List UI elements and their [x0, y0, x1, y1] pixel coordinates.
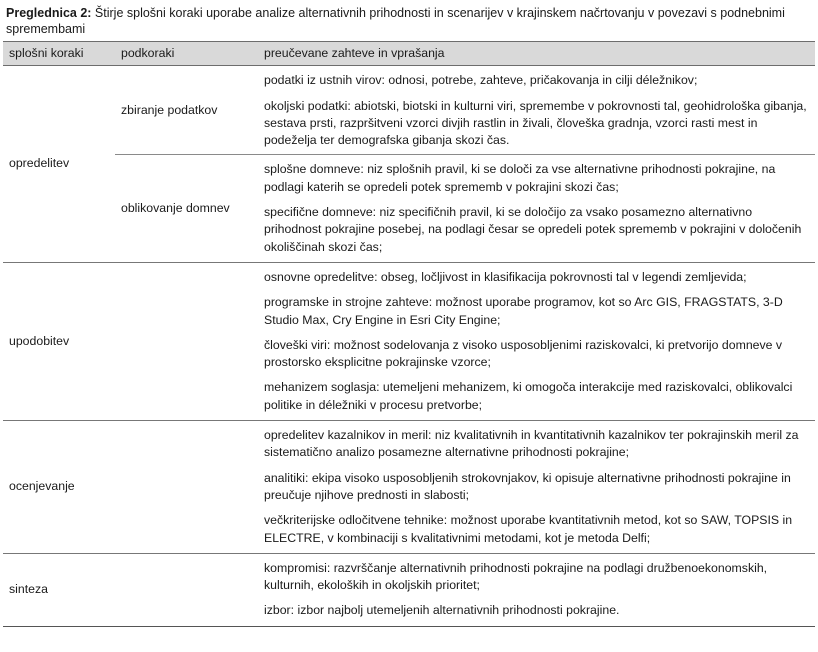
requirement-cell	[258, 262, 815, 290]
substep-cell	[115, 155, 258, 262]
header-requirements: preučevane zahteve in vprašanja	[258, 42, 815, 66]
requirement-cell	[258, 94, 815, 155]
requirement-text: programske in strojne zahteve: možnost uporabe programov, kot so Arc GIS, FRAGSTATS, 3-D Studio Max, Cry Engine in Esri City Engine;	[264, 295, 783, 327]
header-substeps: podkoraki	[115, 42, 258, 66]
table-caption	[6, 5, 814, 37]
header-row	[3, 42, 815, 66]
requirement-text: opredelitev kazalnikov in meril: niz kvalitativnih in kvantitativnih kazalnikov ter pokrajinskih meril za sistematično analizo posamezne alternativne prihodnosti pokrajine;	[264, 428, 799, 460]
requirement-cell	[258, 66, 815, 94]
caption-text: Štirje splošni koraki uporabe analize alternativnih prihodnosti in scenarijev v krajinskem načrtovanju v povezavi s podnebnimi spremembami	[6, 6, 785, 36]
step-cell	[3, 262, 258, 420]
requirement-text: kompromisi: razvrščanje alternativnih prihodnosti pokrajine na podlagi družbenoekonomskih, kulturnih, ekoloških in okoljskih prioritet;	[264, 560, 768, 593]
requirement-text: človeški viri: možnost sodelovanja z visoko usposobljenimi raziskovalci, ki pretvorijo domneve v prostorsko eksplicitne pokrajinske vzorce;	[264, 337, 783, 370]
requirement-cell	[258, 200, 815, 262]
table-row	[3, 66, 815, 94]
table-row	[3, 155, 815, 200]
step-name: upodobitev	[9, 333, 70, 348]
header-general-steps: splošni koraki	[3, 42, 115, 66]
step-name: opredelitev	[9, 156, 70, 171]
requirement-text: specifične domneve: niz specifičnih pravil, ki se določijo za vsako posamezno alternativno prihodnost pokrajine posebej, na podlagi česar se opredeli potek sprememb v pokrajini v določenih okoliščinah skozi čas;	[264, 205, 802, 254]
requirement-cell	[258, 508, 815, 553]
step-cell	[3, 553, 258, 626]
requirement-text: večkriterijske odločitvene tehnike: možnost uporabe kvantitativnih metod, kot so SAW, TOPSIS in ELECTRE, v kombinaciji s kvalitativnimi metodami, kot je metoda Delfi;	[264, 513, 793, 545]
requirement-cell	[258, 290, 815, 333]
requirement-text: izbor: izbor najbolj utemeljenih alternativnih prihodnosti pokrajine.	[264, 603, 620, 618]
requirement-cell	[258, 155, 815, 200]
substep-name: oblikovanje domnev	[121, 201, 230, 216]
table-row	[3, 421, 815, 466]
substep-name: zbiranje podatkov	[121, 102, 218, 117]
table-row	[3, 262, 815, 290]
requirement-cell	[258, 466, 815, 509]
steps-table	[3, 41, 815, 627]
requirement-text: okoljski podatki: abiotski, biotski in kulturni viri, spremembe v pokrovnosti tal, geohidrološka gibanja, sestava prsti, razpršitveni vzorci divjih rastlin in živali, človeška gradnja, vzorci rasti mest in podeželja ter demografska gibanja skozi čas.	[264, 98, 807, 148]
step-cell	[3, 66, 115, 263]
requirement-cell	[258, 553, 815, 598]
step-cell	[3, 421, 258, 554]
caption-label: Preglednica 2:	[6, 6, 92, 20]
requirement-cell	[258, 333, 815, 376]
requirement-text: podatki iz ustnih virov: odnosi, potrebe, zahteve, pričakovanja in cilji déležnikov;	[264, 73, 698, 88]
requirement-cell	[258, 598, 815, 626]
step-name: sinteza	[9, 582, 48, 597]
step-name: ocenjevanje	[9, 479, 75, 494]
table-row	[3, 553, 815, 598]
requirement-text: splošne domneve: niz splošnih pravil, ki se določi za vse alternativne prihodnosti pokrajine, na podlagi katerih se opredeli potek sprememb v pokrajini skozi čas;	[264, 162, 776, 194]
requirement-text: mehanizem soglasja: utemeljeni mehanizem, ki omogoča interakcije med raziskovalci, oblikovalci politike in déležniki v procesu pretvorbe;	[264, 380, 793, 412]
substep-cell	[115, 66, 258, 155]
requirement-cell	[258, 375, 815, 420]
requirement-text: osnovne opredelitve: obseg, ločljivost in klasifikacija pokrovnosti tal v legendi zemljevida;	[264, 269, 747, 284]
requirement-cell	[258, 421, 815, 466]
requirement-text: analitiki: ekipa visoko usposobljenih strokovnjakov, ki opisuje alternativne prihodnosti pokrajine in preučuje njihove prednosti in slabosti;	[264, 470, 791, 502]
